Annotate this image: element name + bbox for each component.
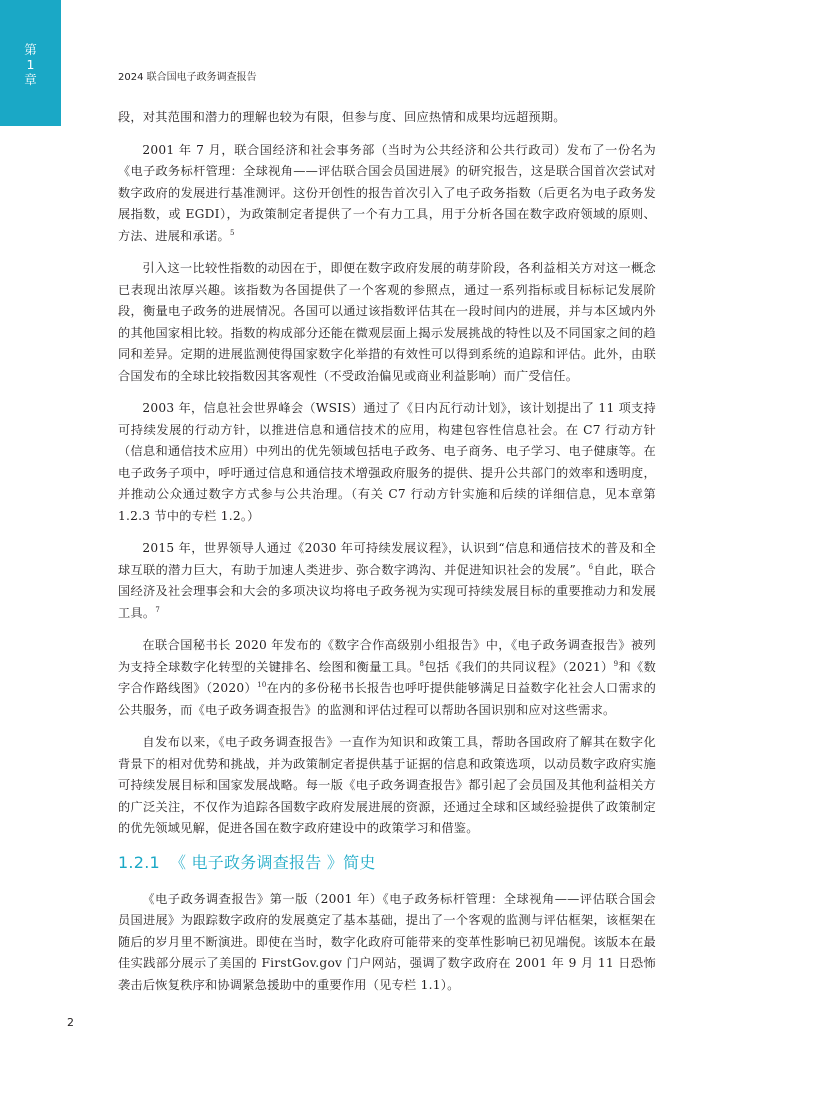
footnote-ref[interactable]: 9 — [613, 659, 619, 668]
footnote-ref[interactable]: 8 — [419, 659, 425, 668]
paragraph-text: 2015 年，世界领导人通过《2030 年可持续发展议程》，认识到“信息和通信技术的普及和全球互联的潜力巨大，有助于加速人类进步、弥合数字鸿沟、并促进知识社会的发展”。 — [118, 541, 656, 577]
paragraph-text: 2001 年 7 月，联合国经济和社会事务部（当时为公共经济和公共行政司）发布了一份名为《电子政务标杆管理：全球视角——评估联合国会员国进展》的研究报告，这是联合国首次尝试对数字政府的发展进行基准测评。这份开创性的报告首次引入了电子政务指数（后更名为电子政务发展指数，或 EGDI），为政策制定者提供了一个有力工具，用于分析各国在数字政府领域的原则、方法、进展和承诺。 — [118, 142, 656, 243]
chapter-tab-number: 1 — [26, 57, 35, 72]
chapter-tab — [0, 0, 61, 126]
paragraph-text: 在联合国秘书长 2020 年发布的《数字合作高级别小组报告》中，《电子政务调查报告》被列为支持全球数字化转型的关键排名、绘图和衡量工具。 — [118, 638, 656, 674]
body-text — [118, 107, 656, 1007]
paragraph — [118, 635, 656, 721]
paragraph — [118, 140, 656, 248]
paragraph-text: 段，对其范围和潜力的理解也较为有限，但参与度、回应热情和成果均远超预期。 — [118, 110, 566, 124]
paragraph — [118, 538, 656, 624]
footnote-ref[interactable]: 5 — [229, 228, 235, 237]
paragraph-text: 引入这一比较性指数的动因在于，即便在数字政府发展的萌芽阶段，各利益相关方对这一概念已表现出浓厚兴趣。该指数为各国提供了一个客观的参照点，通过一系列指标或目标标记发展阶段，衡量电子政务的进展情况。各国可以通过该指数评估其在一段时间内的进展，并与本区域内外的其他国家相比较。指数的构成部分还能在微观层面上揭示发展挑战的特性以及不同国家之间的趋同和差异。定期的进展监测使得国家数字化举措的有效性可以得到系统的追踪和评估。此外，由联合国发布的全球比较指数因其客观性（不受政治偏见或商业利益影响）而广受信任。 — [118, 261, 656, 383]
chapter-tab-line1: 第 — [24, 42, 37, 57]
paragraph — [118, 889, 656, 997]
paragraph — [118, 398, 656, 527]
section-title: 《 电子政务调查报告 》简史 — [169, 852, 376, 872]
paragraph-text: 自此，联合国经济及社会理事会和大会的多项决议均将电子政务视为实现可持续发展目标的重要推动力和发展工具。 — [118, 562, 656, 620]
paragraph-text: 2003 年，信息社会世界峰会（WSIS）通过了《日内瓦行动计划》，该计划提出了 11 项支持可持续发展的行动方针，以推进信息和通信技术的应用，构建包容性信息社会。在 C7 行动方针（信息和通信技术应用）中列出的优先领域包括电子政务、电子商务、电子学习、电子健康等。在电子政务子项中，呼吁通过信息和通信技术增强政府服务的提供、提升公共部门的效率和透明度，并推动公众通过数字方式参与公共治理。（有关 C7 行动方针实施和后续的详细信息，见本章第 1.2.3 节中的专栏 1.2。） — [118, 401, 656, 523]
footnote-ref[interactable]: 6 — [588, 562, 594, 571]
paragraph — [118, 732, 656, 840]
paragraph-text: 和《数字合作路线图》（2020） — [118, 659, 657, 695]
paragraph-text: 自发布以来，《电子政务调查报告》一直作为知识和政策工具，帮助各国政府了解其在数字化背景下的相对优势和挑战，并为政策制定者提供基于证据的信息和政策选项，以动员数字政府实施可持续发展目标和国家发展战略。每一版《电子政务调查报告》都引起了会员国及其他利益相关方的广泛关注，不仅作为追踪各国数字政府发展进展的资源，还通过全球和区域经验提供了政策制定的优先领域见解，促进各国在数字政府建设中的政策学习和借鉴。 — [118, 735, 656, 835]
footnote-ref[interactable]: 7 — [155, 605, 161, 614]
paragraph-continued — [118, 107, 656, 129]
chapter-tab-line3: 章 — [24, 72, 37, 87]
footnote-ref[interactable]: 10 — [257, 680, 267, 689]
paragraph — [118, 258, 656, 387]
paragraph-text: 包括《我们的共同议程》（2021） — [424, 659, 614, 674]
page-number: 2 — [67, 1016, 74, 1029]
paragraph-text: 在内的多份秘书长报告也呼吁提供能够满足日益数字化社会人口需求的公共服务，而《电子政务调查报告》的监测和评估过程可以帮助各国识别和应对这些需求。 — [118, 681, 657, 717]
section-heading — [118, 851, 656, 875]
running-header: 2024 联合国电子政务调查报告 — [118, 72, 257, 83]
section-number: 1.2.1 — [118, 852, 160, 872]
paragraph-text: 《电子政务调查报告》第一版（2001 年）《电子政务标杆管理：全球视角——评估联合国会员国进展》为跟踪数字政府的发展奠定了基本基础，提出了一个客观的监测与评估框架，该框架在随后的岁月里不断演进。即使在当时，数字化政府可能带来的变革性影响已初见端倪。该版本在最佳实践部分展示了美国的 FirstGov.gov 门户网站，强调了数字政府在 2001 年 9 月 11 日恐怖袭击后恢复秩序和协调紧急援助中的重要作用（见专栏 1.1）。 — [118, 891, 656, 992]
